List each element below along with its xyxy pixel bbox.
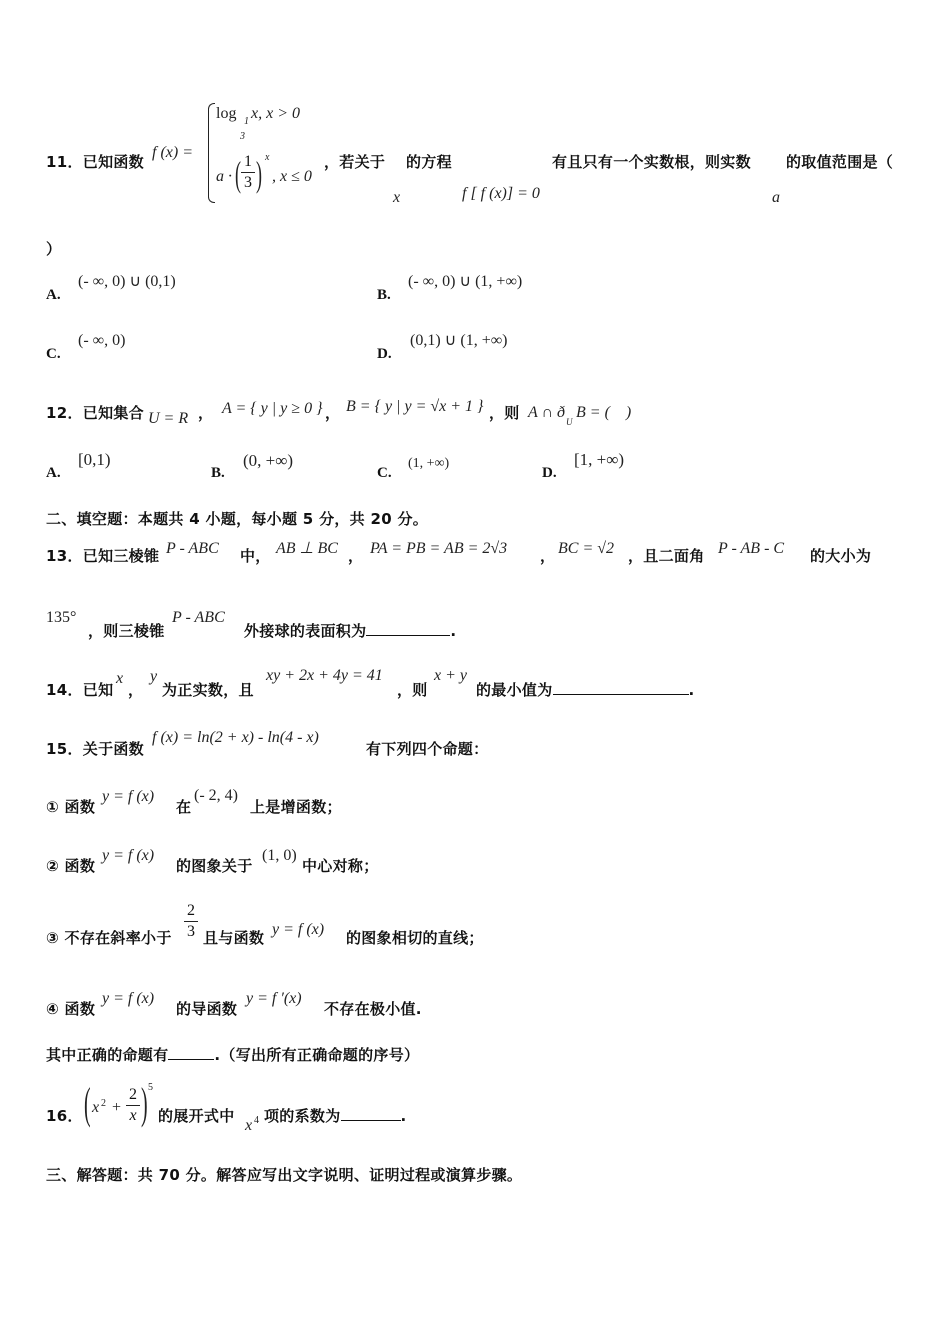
q12-then: ，则 (489, 404, 520, 422)
q11-option-d-value: (0,1) ∪ (1, +∞) (410, 332, 508, 349)
q13-line2b (244, 621, 456, 641)
q16-answer-blank[interactable] (341, 1106, 401, 1121)
q14-var-y: y (150, 668, 158, 685)
q11-case2-tail: , x ≤ 0 (272, 168, 312, 185)
q13-perpendicular: AB ⊥ BC (276, 540, 338, 557)
q15-prop1-a: ① 函数 (46, 798, 96, 816)
q11-case2-frac-den: 3 (244, 174, 252, 191)
q15-prop1-interval: (- 2, 4) (194, 787, 238, 804)
q13-mid: 中， (240, 547, 271, 565)
q16-number: 16． (46, 1107, 83, 1125)
q12-expression-sub: U (566, 417, 573, 427)
q15-prop4-f: y = f (x) (102, 990, 155, 1007)
q16-frac-num: 2 (129, 1086, 137, 1103)
q12-universal-set: U = R (148, 410, 189, 427)
q11-case1-tail: x, x > 0 (251, 105, 300, 122)
q13-comma1: ， (348, 547, 364, 565)
q13-line2: ，则三棱锥 (88, 622, 165, 640)
q11-option-a-value: (- ∞, 0) ∪ (0,1) (78, 273, 176, 290)
q12-expression: A ∩ ð (528, 404, 566, 421)
q13-dihedral: P - AB - C (718, 540, 785, 557)
q16-frac-den: x (129, 1107, 137, 1124)
q13-line2b-text: 外接球的表面积为 (244, 622, 367, 640)
q15-prop3-fraction (184, 902, 198, 941)
q12-expression-tail: B = ( ) (576, 404, 632, 421)
q13-text3: ，且二面角 (628, 547, 705, 565)
q11-text3: 有且只有一个实数根，则实数 (552, 153, 751, 171)
q11-option-c-label[interactable]: C. (46, 346, 61, 362)
q15-prop3-frac-bar (184, 921, 198, 922)
q14-sum: x + y (434, 667, 467, 684)
q11-case2-rparen: ) (256, 154, 262, 194)
q16-x4-exp: 4 (254, 1115, 259, 1126)
q14-text3 (476, 680, 695, 700)
q15-prop3-frac-num: 2 (187, 902, 195, 919)
q13-comma2: ， (540, 547, 556, 565)
q14-number: 14．已知 (46, 681, 114, 699)
q14-equation: xy + 2x + 4y = 41 (266, 667, 383, 684)
q16-text1: 的展开式中 (158, 1107, 235, 1125)
q15-prop1-b: 在 (176, 798, 192, 816)
q11-option-b-value: (- ∞, 0) ∪ (1, +∞) (408, 273, 523, 290)
q11-case2-a: a · (216, 168, 232, 185)
q13-equal-edges: PA = PB = AB = 2√3 (370, 540, 508, 557)
q15-prop2-f: y = f (x) (102, 847, 155, 864)
q16-lparen: ( (84, 1079, 91, 1128)
q15-number: 15．关于函数 (46, 740, 144, 758)
q11-text4: 的取值范围是（ (786, 153, 894, 171)
q15-prop3-f: y = f (x) (272, 921, 325, 938)
q12-option-c-value: (1, +∞) (408, 456, 450, 471)
q16-power: 5 (148, 1082, 153, 1093)
q14-answer-blank[interactable] (553, 680, 689, 695)
q15-prop2-b: 的图象关于 (176, 857, 253, 875)
q12-sep1: ， (198, 404, 214, 422)
q15-tail: 有下列四个命题： (366, 740, 489, 758)
q12-set-b: B = { y | y = √x + 1 } (346, 398, 484, 415)
q11-case2-frac-num: 1 (244, 153, 252, 170)
q12-option-d-label[interactable]: D. (542, 465, 557, 481)
q12-number: 12．已知集合 (46, 404, 144, 422)
q12-option-d-value: [1, +∞) (574, 450, 625, 469)
q13-answer-blank[interactable] (366, 621, 450, 636)
q13-angle: 135° (46, 609, 77, 626)
q15-prop2-a: ② 函数 (46, 857, 96, 875)
q11-case2-frac-bar (241, 172, 255, 173)
q15-prop4-c: 不存在极小值. (324, 1000, 422, 1018)
q11-option-c-value: (- ∞, 0) (78, 332, 126, 349)
q12-sep2: ， (325, 404, 341, 422)
q11-piecewise-brace (208, 103, 215, 203)
q12-option-b-label[interactable]: B. (211, 465, 225, 481)
q16-text2-label: 项的系数为 (264, 1107, 341, 1125)
q12-option-a-label[interactable]: A. (46, 465, 61, 481)
q11-text2: 的方程 (406, 153, 452, 171)
q11-var-x: x (393, 189, 401, 206)
q11-case1-log: log (216, 105, 237, 122)
q15-prop1-c: 上是增函数； (250, 798, 342, 816)
q14-period: . (688, 681, 695, 699)
q15-prop4-fprime: y = f ′(x) (246, 990, 302, 1007)
q16-period: . (400, 1107, 407, 1125)
q11-option-a-label[interactable]: A. (46, 287, 61, 303)
q15-prop1-f: y = f (x) (102, 788, 155, 805)
q11-option-d-label[interactable]: D. (377, 346, 392, 362)
q15-prop3-c: 的图象相切的直线； (346, 929, 484, 947)
q13-period: . (450, 622, 457, 640)
q16-text2 (264, 1106, 407, 1126)
q11-equation: f [ f (x)] = 0 (462, 185, 540, 202)
q11-fx-label: f (x) = (152, 144, 193, 161)
q11-close-paren: ） (46, 240, 62, 258)
q11-case1-base: 1 (244, 116, 249, 127)
q15-answer-label: 其中正确的命题有 (46, 1046, 169, 1064)
q12-set-a: A = { y | y ≥ 0 } (222, 400, 323, 417)
q12-option-c-label[interactable]: C. (377, 465, 392, 481)
q11-case2-exp: x (265, 152, 270, 163)
q14-sep: ， (128, 681, 144, 699)
q13-bc: BC = √2 (558, 540, 615, 557)
q14-var-x: x (116, 670, 124, 687)
q15-prop3-a: ③ 不存在斜率小于 (46, 929, 172, 947)
section-2-heading: 二、填空题：本题共 4 小题，每小题 5 分，共 20 分。 (46, 510, 429, 528)
q11-case1 (216, 104, 236, 124)
q15-prop3-frac-den: 3 (187, 923, 195, 940)
q15-function: f (x) = ln(2 + x) - ln(4 - x) (152, 729, 319, 746)
q11-case2-fraction (241, 153, 255, 192)
q16-rparen: ) (141, 1079, 148, 1128)
q11-case1-base-den: 3 (240, 131, 245, 142)
q12-option-a-value: [0,1) (78, 450, 111, 469)
q11-var-a: a (772, 189, 780, 206)
q16-x-exp: 2 (101, 1098, 106, 1109)
q16-x: x (92, 1099, 100, 1116)
q15-prop4-b: 的导函数 (176, 1000, 238, 1018)
q11-case2-lparen: ( (235, 154, 241, 194)
q11-fx (152, 143, 193, 163)
q11-option-b-label[interactable]: B. (377, 287, 391, 303)
q11-text1: ，若关于 (324, 153, 386, 171)
q16-frac-bar (126, 1105, 140, 1106)
q15-prop2-c: 中心对称； (302, 857, 379, 875)
q13-pyramid: P - ABC (166, 540, 219, 557)
q13-text4: 的大小为 (810, 547, 872, 565)
q15-prop4-a: ④ 函数 (46, 1000, 96, 1018)
q15-answer-tail: .（写出所有正确命题的序号） (214, 1046, 420, 1064)
q15-answer-line (46, 1045, 419, 1065)
q15-prop2-point: (1, 0) (262, 847, 297, 864)
q11-number: 11．已知函数 (46, 153, 144, 171)
q16-fraction (126, 1086, 140, 1125)
q16-plus: + (112, 1099, 122, 1116)
q13-number: 13．已知三棱锥 (46, 547, 160, 565)
q12-option-b-value: (0, +∞) (243, 451, 294, 470)
q14-text3-label: 的最小值为 (476, 681, 553, 699)
q14-text2: ，则 (397, 681, 428, 699)
q13-pyramid-2: P - ABC (172, 609, 225, 626)
q15-prop3-b: 且与函数 (203, 929, 265, 947)
section-3-heading: 三、解答题：共 70 分。解答应写出文字说明、证明过程或演算步骤。 (46, 1166, 523, 1184)
q14-text1: 为正实数，且 (162, 681, 254, 699)
q15-answer-blank[interactable] (168, 1045, 214, 1060)
q16-x4: x (245, 1117, 253, 1134)
